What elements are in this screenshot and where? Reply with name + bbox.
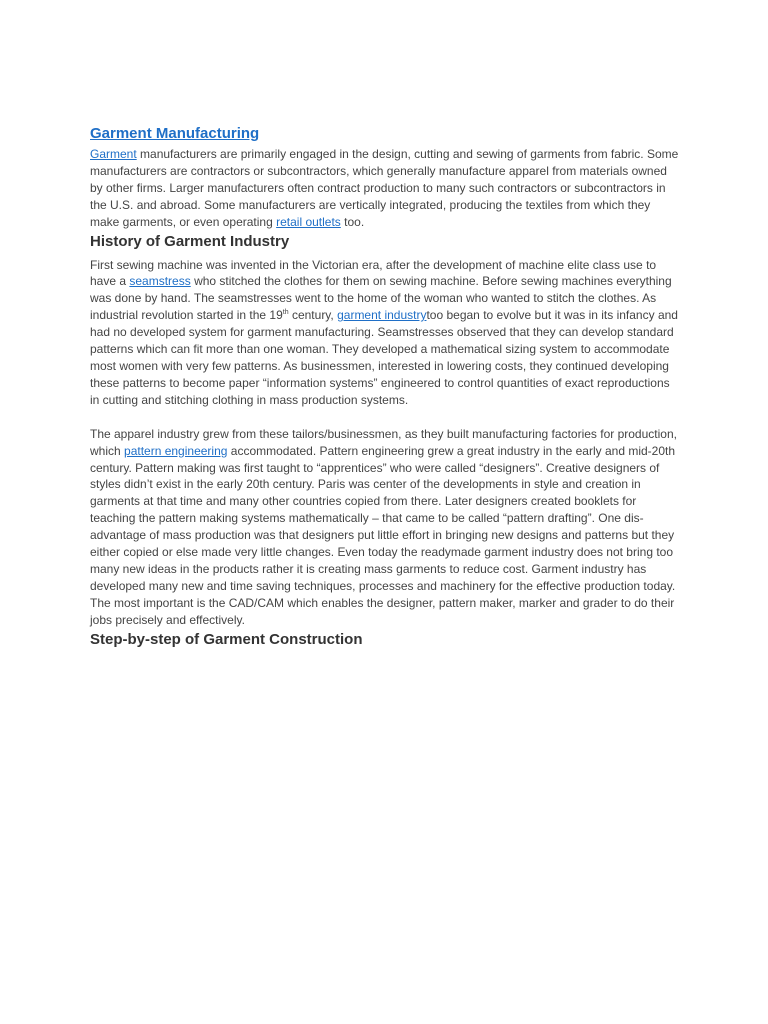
title-link-garment-manufacturing[interactable]: Garment Manufacturing bbox=[90, 125, 260, 142]
history-paragraph-1 bbox=[90, 257, 680, 409]
history-p1-text-c: century, bbox=[288, 308, 338, 323]
history-p1-text-b: who stitched the clothes for them on sewing machine. Before sewing machines everything was done by hand. The seamstresses went to the home of the woman who wanted to stitch the clothes. As industrial revolution started in the 19 bbox=[90, 274, 672, 323]
history-p1-text-a: First sewing machine was invented in the Victorian era, after the development of machine elite class use to have a bbox=[90, 257, 657, 289]
history-paragraph-2 bbox=[90, 426, 680, 629]
link-pattern-engineering[interactable]: pattern engineering bbox=[124, 443, 228, 458]
intro-text-1: manufacturers are primarily engaged in the design, cutting and sewing of garments from fabric. Some manufacturers are contractors or subcontractors, which generally manufacture apparel from materials owned by other firms. Larger manufacturers often contract production to many such contractors or subcontractors in the U.S. and abroad. Some manufacturers are vertically integrated, producing the textiles from which they make garments, or even operating bbox=[90, 147, 679, 229]
intro-paragraph bbox=[90, 146, 680, 231]
history-p1-text-d: too began to evolve but it was in its infancy and had no developed system for garment manufacturing. Seamstresses observed that they can develop standard patterns which can fit more than one woman. They developed a mathematical sizing system to accommodate most women with very few patterns. As businessmen, interested in lowering costs, they continued developing these patterns to become paper “information systems” engineered to control quantities of exact reproductions in cutting and stitching clothing in mass production systems. bbox=[90, 308, 678, 407]
link-retail-outlets[interactable]: retail outlets bbox=[276, 214, 341, 229]
intro-text-2: too. bbox=[340, 214, 365, 229]
link-garment-industry[interactable]: garment industry bbox=[337, 308, 427, 323]
heading-history: History of Garment Industry bbox=[90, 232, 290, 250]
link-seamstress[interactable]: seamstress bbox=[129, 274, 191, 289]
document-body bbox=[90, 125, 680, 649]
heading-step-by-step: Step-by-step of Garment Construction bbox=[90, 630, 363, 648]
history-p2-text-b: accommodated. Pattern engineering grew a great industry in the early and mid-20th century. Pattern making was first taught to “apprentices” who were called “designers”. Creative designers of styles didn’t exist in the early 20th century. Paris was center of the developments in style and creation in garments at that time and many other countries copied from there. Later designers created booklets for teaching the pattern making systems mathematically – that came to be called “pattern drafting”. One dis-advantage of mass production was that designers put little effort in bringing new designs and patterns but they either copied or else made very little changes. Even today the readymade garment industry does not bring too many new ideas in the products rather it is creating mass garments to reduce cost. Garment industry has developed many new and time saving techniques, processes and machinery for the effective production today. The most important is the CAD/CAM which enables the designer, pattern maker, marker and grader to do their jobs precisely and effectively. bbox=[90, 443, 676, 627]
link-garment[interactable]: Garment bbox=[90, 147, 137, 161]
history-p2-text-a: The apparel industry grew from these tailors/businessmen, as they built manufacturing factories for production, which bbox=[90, 426, 677, 458]
history-p1-superscript: th bbox=[282, 309, 289, 317]
